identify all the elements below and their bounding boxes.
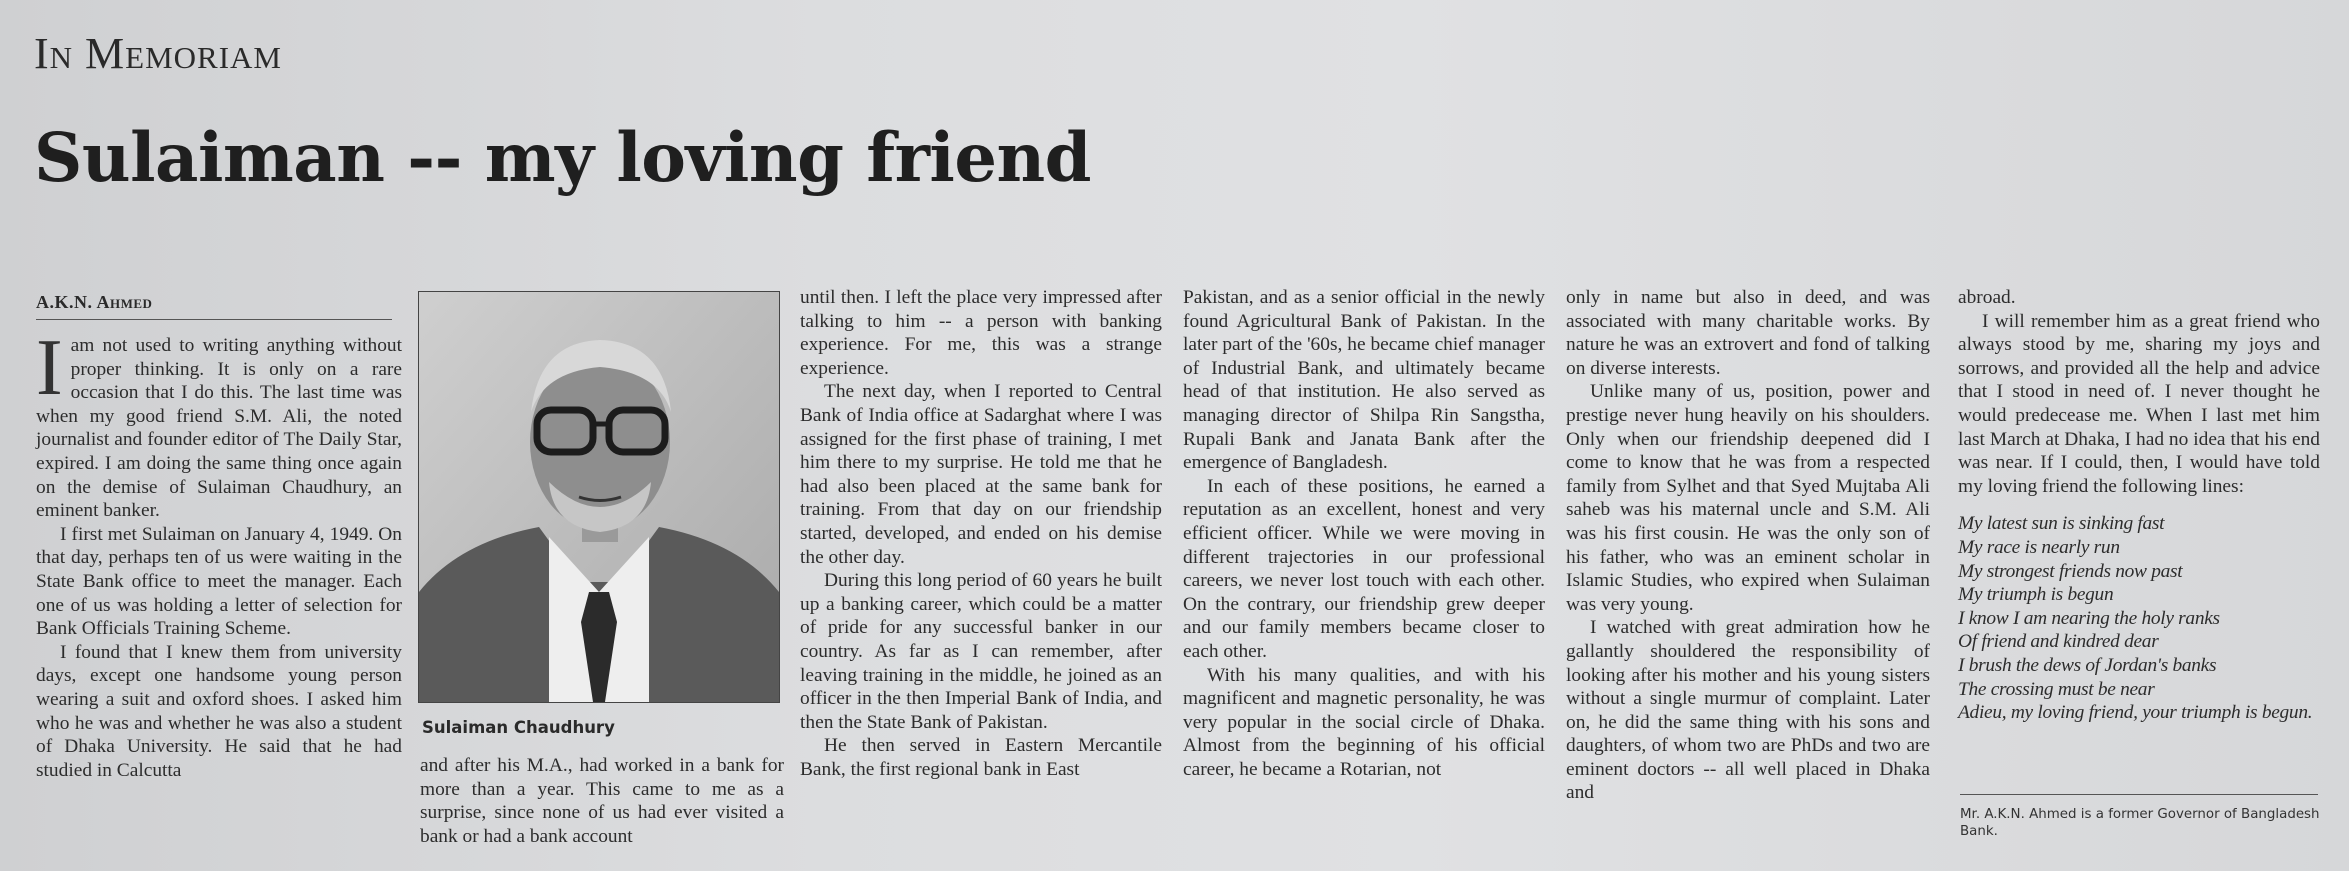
paragraph: I found that I knew them from university days, except one handsome young person wearing a suit and oxford shoes. I asked him who he was and whether he was also a student of Dhaka University. He said that he had studied in Calcutta (36, 641, 402, 781)
poem-line: I know I am nearing the holy ranks (1958, 607, 2220, 629)
divider (1960, 794, 2318, 795)
paragraph: He then served in Eastern Mercantile Bank, the first regional bank in East (800, 735, 1162, 780)
article-column-3 (800, 286, 1162, 781)
paragraph: and after his M.A., had worked in a bank for more than a year. This came to me as a surprise, since none of us had ever visited a bank or had a bank account (420, 755, 784, 847)
paragraph: During this long period of 60 years he built up a banking career, which could be a matter of pride for any successful banker in our country. As far as I can remember, after leaving training in the middle, he joined as an officer in the then Imperial Bank of India, and then the State Bank of Pakistan. (800, 570, 1162, 733)
poem-line: My race is nearly run (1958, 536, 2120, 558)
poem-line: My triumph is begun (1958, 584, 2114, 606)
paragraph: The next day, when I reported to Central Bank of India office at Sadarghat where I was assigned for the first phase of training, I met him there to my surprise. He told me that he had also been placed at the same bank for training. From that day on our friendship started, developed, and ended on his demise the other day. (800, 381, 1162, 568)
poem (1958, 512, 2320, 724)
article-column-1 (36, 324, 402, 782)
article-column-2 (420, 754, 784, 848)
section-heading: In Memoriam (34, 29, 283, 78)
article-column-4 (1183, 286, 1545, 781)
poem-line: My latest sun is sinking fast (1958, 513, 2165, 535)
paragraph: I will remember him as a great friend who always stood by me, sharing my joys and sorrows, and provided all the help and advice that I stood in need of. I never thought he would predecease me. When I last met him last March at Dhaka, I had no idea that his end was near. If I could, then, I would have told my loving friend the following lines: (1958, 310, 2320, 497)
byline: A.K.N. Ahmed (36, 292, 392, 320)
paragraph: With his many qualities, and with his magnificent and magnetic personality, he was very popular in the social circle of Dhaka. Almost from the beginning of his official career, he became a Rotarian, not (1183, 664, 1545, 780)
paragraph: Iam not used to writing anything without proper thinking. It is only on a rare occasion that I do this. The last time was when my good friend S.M. Ali, the noted journalist and founder editor of The Daily Star, expired. I am doing the same thing once again on the demise of Sulaiman Chaudhury, an eminent banker. (36, 324, 402, 522)
paragraph: Pakistan, and as a senior official in the newly found Agricultural Bank of Pakistan. In the later part of the '60s, he became chief manager of Industrial Bank, and ultimately became head of that institution. He also served as managing director of Shilpa Rin Sangstha, Rupali Bank and Janata Bank after the emergence of Bangladesh. (1183, 287, 1545, 474)
paragraph: until then. I left the place very impressed after talking to him -- a person with banking experience. For me, this was a strange experience. (800, 287, 1162, 379)
paragraph: I watched with great admiration how he gallantly shouldered the responsibility of looking after his mother and his young sisters without a single murmur of complaint. Later on, he did the same thing with his sons and daughters, of whom two are PhDs and two are eminent doctors -- all well placed in Dhaka and (1566, 617, 1930, 804)
author-note: Mr. A.K.N. Ahmed is a former Governor of Bangladesh Bank. (1960, 807, 2320, 839)
poem-line: My strongest friends now past (1958, 560, 2183, 582)
paragraph: abroad. (1958, 287, 2016, 308)
poem-line: Of friend and kindred dear (1958, 631, 2159, 653)
portrait-illustration (419, 292, 779, 702)
portrait-photo (418, 291, 780, 703)
article-headline: Sulaiman -- my loving friend (34, 118, 1092, 197)
paragraph: only in name but also in deed, and was associated with many charitable works. By nature he was an extrovert and fond of talking on diverse interests. (1566, 287, 1930, 379)
paragraph: In each of these positions, he earned a reputation as an excellent, honest and very efficient officer. While we were moving in different trajectories in our professional careers, we never lost touch with each other. On the contrary, our friendship grew deeper and our family members became closer to each other. (1183, 475, 1545, 662)
poem-line: I brush the dews of Jordan's banks (1958, 654, 2217, 676)
article-column-5 (1566, 286, 1930, 805)
poem-line: Adieu, my loving friend, your triumph is begun. (1958, 702, 2313, 724)
paragraph: I first met Sulaiman on January 4, 1949. On that day, perhaps ten of us were waiting in the State Bank office to meet the manager. Each one of us was holding a letter of selection for Bank Officials Training Scheme. (36, 523, 402, 640)
drop-cap: I (36, 324, 63, 412)
paragraph: Unlike many of us, position, power and prestige never hung heavily on his shoulders. Only when our friendship deepened did I come to know that he was from a respected family from Sylhet and that Syed Mujtaba Ali saheb was his maternal uncle and S.M. Ali was his first cousin. He was the only son of his father, who was an eminent scholar in Islamic Studies, who expired when Sulaiman was very young. (1566, 381, 1930, 615)
photo-caption: Sulaiman Chaudhury (422, 718, 615, 737)
article-column-6 (1958, 286, 2320, 725)
poem-line: The crossing must be near (1958, 678, 2155, 700)
